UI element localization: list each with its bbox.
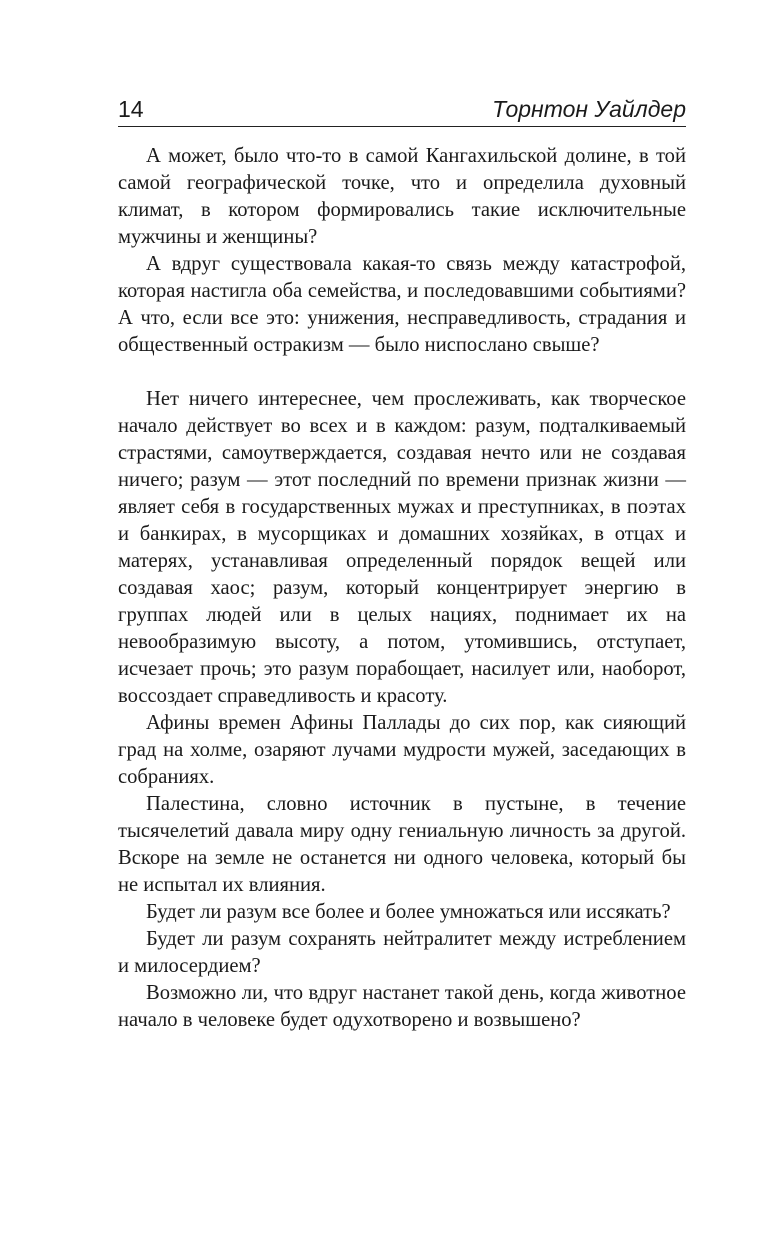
- running-head: [118, 92, 686, 127]
- book-page: [118, 92, 686, 1034]
- paragraph: Возможно ли, что вдруг настанет такой день, когда животное начало в человеке будет одухотворено и возвышено?: [118, 982, 686, 1031]
- paragraph: Нет ничего интереснее, чем прослеживать, как творческое начало действует во всех и в каждом: разум, подталкиваемый страстями, самоутверждается, создавая нечто или не создавая ничего; разум — этот последний по времени признак жизни — являет себя в государственных мужах и преступниках, в поэтах и банкирах, в мусорщиках и домашних хозяйках, в отцах и матерях, устанавливая определенный порядок вещей или создавая хаос; разум, который концентрирует энергию в группах людей или в целых нациях, поднимает их на невообразимую высоту, а потом, утомившись, отступает, исчезает прочь; это разум порабощает, насилует или, наоборот, воссоздает справедливость и красоту.: [118, 388, 686, 707]
- paragraph: Будет ли разум сохранять нейтралитет между истреблением и милосердием?: [118, 928, 686, 977]
- page-number: 14: [118, 96, 144, 122]
- paragraph: Палестина, словно источник в пустыне, в течение тысячелетий давала миру одну гениальную личность за другой. Вскоре на земле не останется ни одного человека, который бы не испытал их влияния.: [118, 793, 686, 896]
- running-title: Торнтон Уайлдер: [492, 96, 686, 122]
- paragraph: А может, было что-то в самой Кангахильской долине, в той самой географической точке, что и определила духовный климат, в котором формировались такие исключительные мужчины и женщины?: [118, 145, 686, 248]
- paragraph: Афины времен Афины Паллады до сих пор, как сияющий град на холме, озаряют лучами мудрости мужей, заседающих в собраниях.: [118, 712, 686, 788]
- paragraph: Будет ли разум все более и более умножаться или иссякать?: [146, 901, 671, 923]
- paragraph: А вдруг существовала какая-то связь между катастрофой, которая настигла оба семейства, и последовавшими событиями? А что, если все это: унижения, несправедливость, страдания и общественный остракизм — было ниспослано свыше?: [118, 253, 686, 356]
- body-text: [118, 143, 686, 1034]
- section-break: [118, 359, 686, 386]
